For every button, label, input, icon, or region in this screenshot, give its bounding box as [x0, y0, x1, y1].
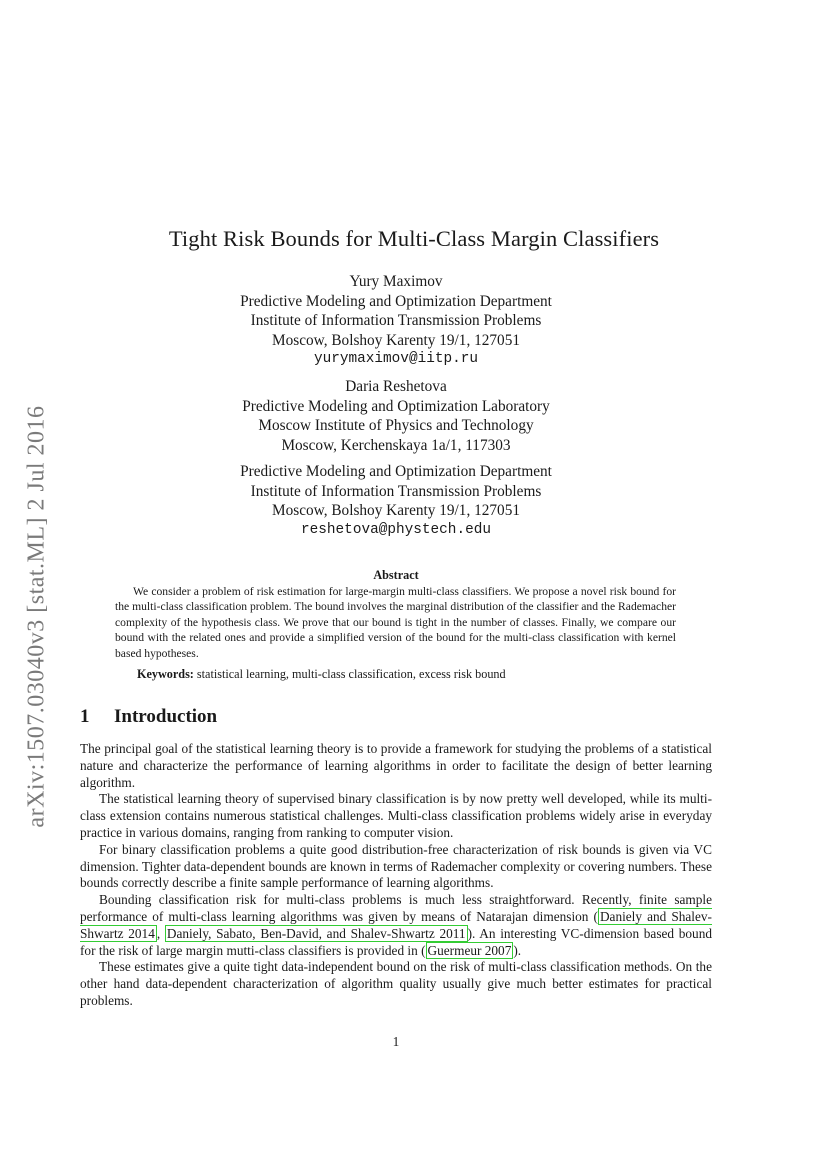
author-affiliation-line: Moscow, Bolshoy Karenty 19/1, 127051: [272, 331, 520, 349]
body-text: [80, 741, 712, 1010]
paragraph-text: ,: [156, 925, 165, 941]
author-block-3: [0, 462, 792, 540]
page-number: 1: [392, 1034, 400, 1049]
abstract-text: We consider a problem of risk estimation for large-margin multi-class classifiers. We propose a novel risk bound for the multi-class classification problem. The bound involves the marginal distribution of the classifier and the Rademacher complexity of the hypothesis class. We prove that our bound is tight in the number of classes. Finally, we compare our bound with the related ones and provide a simplified version of the bound for the multi-class classification with kernel based hypotheses.: [115, 585, 676, 660]
author-affiliation-line: Predictive Modeling and Optimization Laboratory: [242, 397, 550, 415]
author-affiliation-line: Predictive Modeling and Optimization Department: [240, 463, 552, 480]
author-affiliation-line: Moscow, Bolshoy Karenty 19/1, 127051: [272, 502, 520, 520]
author-affiliation-line: Moscow, Kerchenskaya 1a/1, 117303: [281, 436, 511, 454]
section-heading: [80, 706, 217, 728]
author-email: reshetova@phystech.edu: [301, 521, 491, 538]
section-title: Introduction: [114, 706, 218, 727]
section-number: 1: [80, 706, 90, 727]
paragraph: The statistical learning theory of supervised binary classification is by now pretty well developed, while its multi-class extension contains numerous statistical challenges. Multi-class classification problems widely arise in everyday practice in various domains, ranging from ranking to computer vision.: [80, 791, 712, 840]
paper-title: Tight Risk Bounds for Multi-Class Margin Classifiers: [168, 226, 660, 251]
author-affiliation-line: Moscow Institute of Physics and Technology: [258, 417, 534, 435]
paragraph: [80, 892, 712, 959]
citation-link[interactable]: Guermeur 2007: [427, 942, 512, 958]
keywords-label: Keywords:: [137, 667, 194, 681]
author-name: Daria Reshetova: [345, 378, 447, 395]
author-name: Yury Maximov: [349, 273, 443, 290]
arxiv-identifier-text: arXiv:1507.03040v3 [stat.ML] 2 Jul 2016: [23, 404, 50, 828]
author-block-2: [0, 377, 792, 455]
paragraph: The principal goal of the statistical learning theory is to provide a framework for studying the problems of a statistical nature and characterize the performance of learning algorithms in order to facilitate the design of better learning algorithm.: [80, 741, 712, 790]
author-affiliation-line: Institute of Information Transmission Problems: [250, 482, 542, 500]
citation-link[interactable]: Daniely and Shalev-Shwartz 2014: [80, 908, 712, 941]
author-affiliation-line: Predictive Modeling and Optimization Department: [240, 292, 552, 310]
keywords: [137, 667, 506, 682]
keywords-text: statistical learning, multi-class classification, excess risk bound: [196, 667, 506, 681]
author-block-1: [0, 272, 792, 370]
abstract-heading: Abstract: [373, 568, 419, 582]
paragraph-text: ).: [513, 942, 522, 958]
author-affiliation-line: Institute of Information Transmission Problems: [250, 312, 542, 330]
paragraph: For binary classification problems a quite good distribution-free characterization of risk bounds is given via VC dimension. Tighter data-dependent bounds are known in terms of Rademacher complexity or covering numbers. These bounds correctly describe a finite sample performance of learning algorithms.: [80, 841, 712, 891]
paragraph: These estimates give a quite tight data-independent bound on the risk of multi-class classification methods. On the other hand data-dependent characterization of algorithm quality usually give much better estimates for practical problems.: [80, 959, 712, 1008]
paragraph-text: ). An interesting VC-dimension based bound for the risk of large margin mutti-class classifiers is provided in (: [80, 925, 712, 958]
paragraph-text: Bounding classification risk for multi-class problems is much less straightforward. Recently, finite sample performance of multi-class learning algorithms was given by means of Natarajan dimension (: [80, 892, 712, 924]
author-email: yurymaximov@iitp.ru: [313, 351, 479, 368]
citation-link[interactable]: Daniely, Sabato, Ben-David, and Shalev-Shwartz 2011: [166, 925, 466, 941]
